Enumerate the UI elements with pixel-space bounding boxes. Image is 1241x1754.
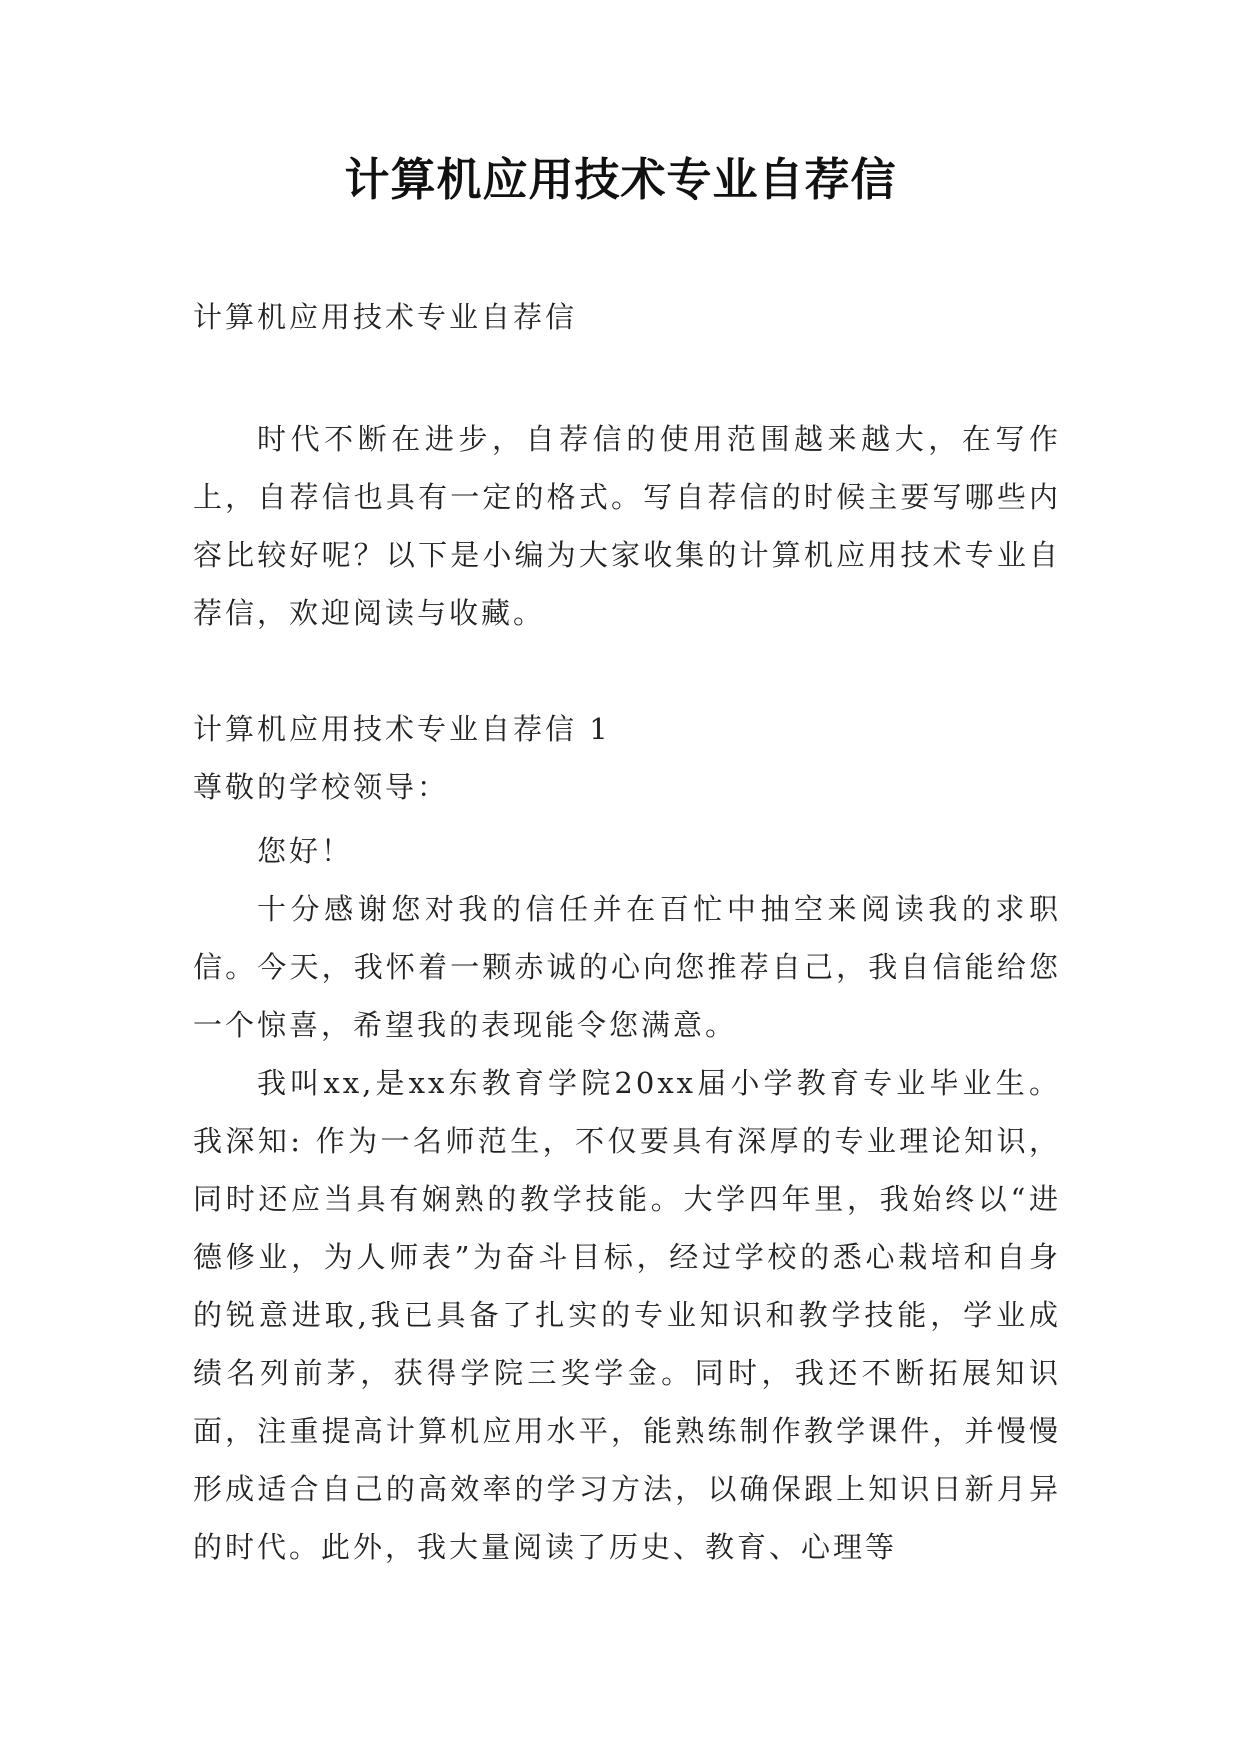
salutation: 尊敬的学校领导： (193, 770, 450, 804)
self-introduction-paragraph: 我叫xx,是xx东教育学院20xx届小学教育专业毕业生。我深知: 作为一名师范生，不仅要具有深厚的专业理论知识，同时还应当具有娴熟的教学技能。大学四年里，我始终以“进德修业，为人师表”为奋斗目标，经过学校的悉心栽培和自身的锐意进取,我已具备了扎实的专业知识和教学技能，学业成绩名列前茅，获得学院三奖学金。同时，我还不断拓展知识面，注重提高计算机应用水平，能熟练制作教学课件，并慢慢形成适合自己的高效率的学习方法，以确保跟上知识日新月异的时代。此外，我大量阅读了历史、教育、心理等 (193, 1066, 1061, 1564)
document-subtitle: 计算机应用技术专业自荐信 (193, 300, 578, 334)
thanks-paragraph: 十分感谢您对我的信任并在百忙中抽空来阅读我的求职信。今天，我怀着一颗赤诚的心向您推荐自己，我自信能给您一个惊喜，希望我的表现能令您满意。 (193, 892, 1061, 1042)
intro-paragraph: 时代不断在进步，自荐信的使用范围越来越大，在写作上，自荐信也具有一定的格式。写自荐信的时候主要写哪些内容比较好呢？以下是小编为大家收集的计算机应用技术专业自荐信，欢迎阅读与收藏。 (193, 422, 1061, 630)
letter-heading: 计算机应用技术专业自荐信 1 (193, 712, 611, 746)
letter-body (193, 822, 1061, 1576)
document-title: 计算机应用技术专业自荐信 (344, 153, 897, 206)
greeting-paragraph: 您好！ (257, 834, 354, 868)
